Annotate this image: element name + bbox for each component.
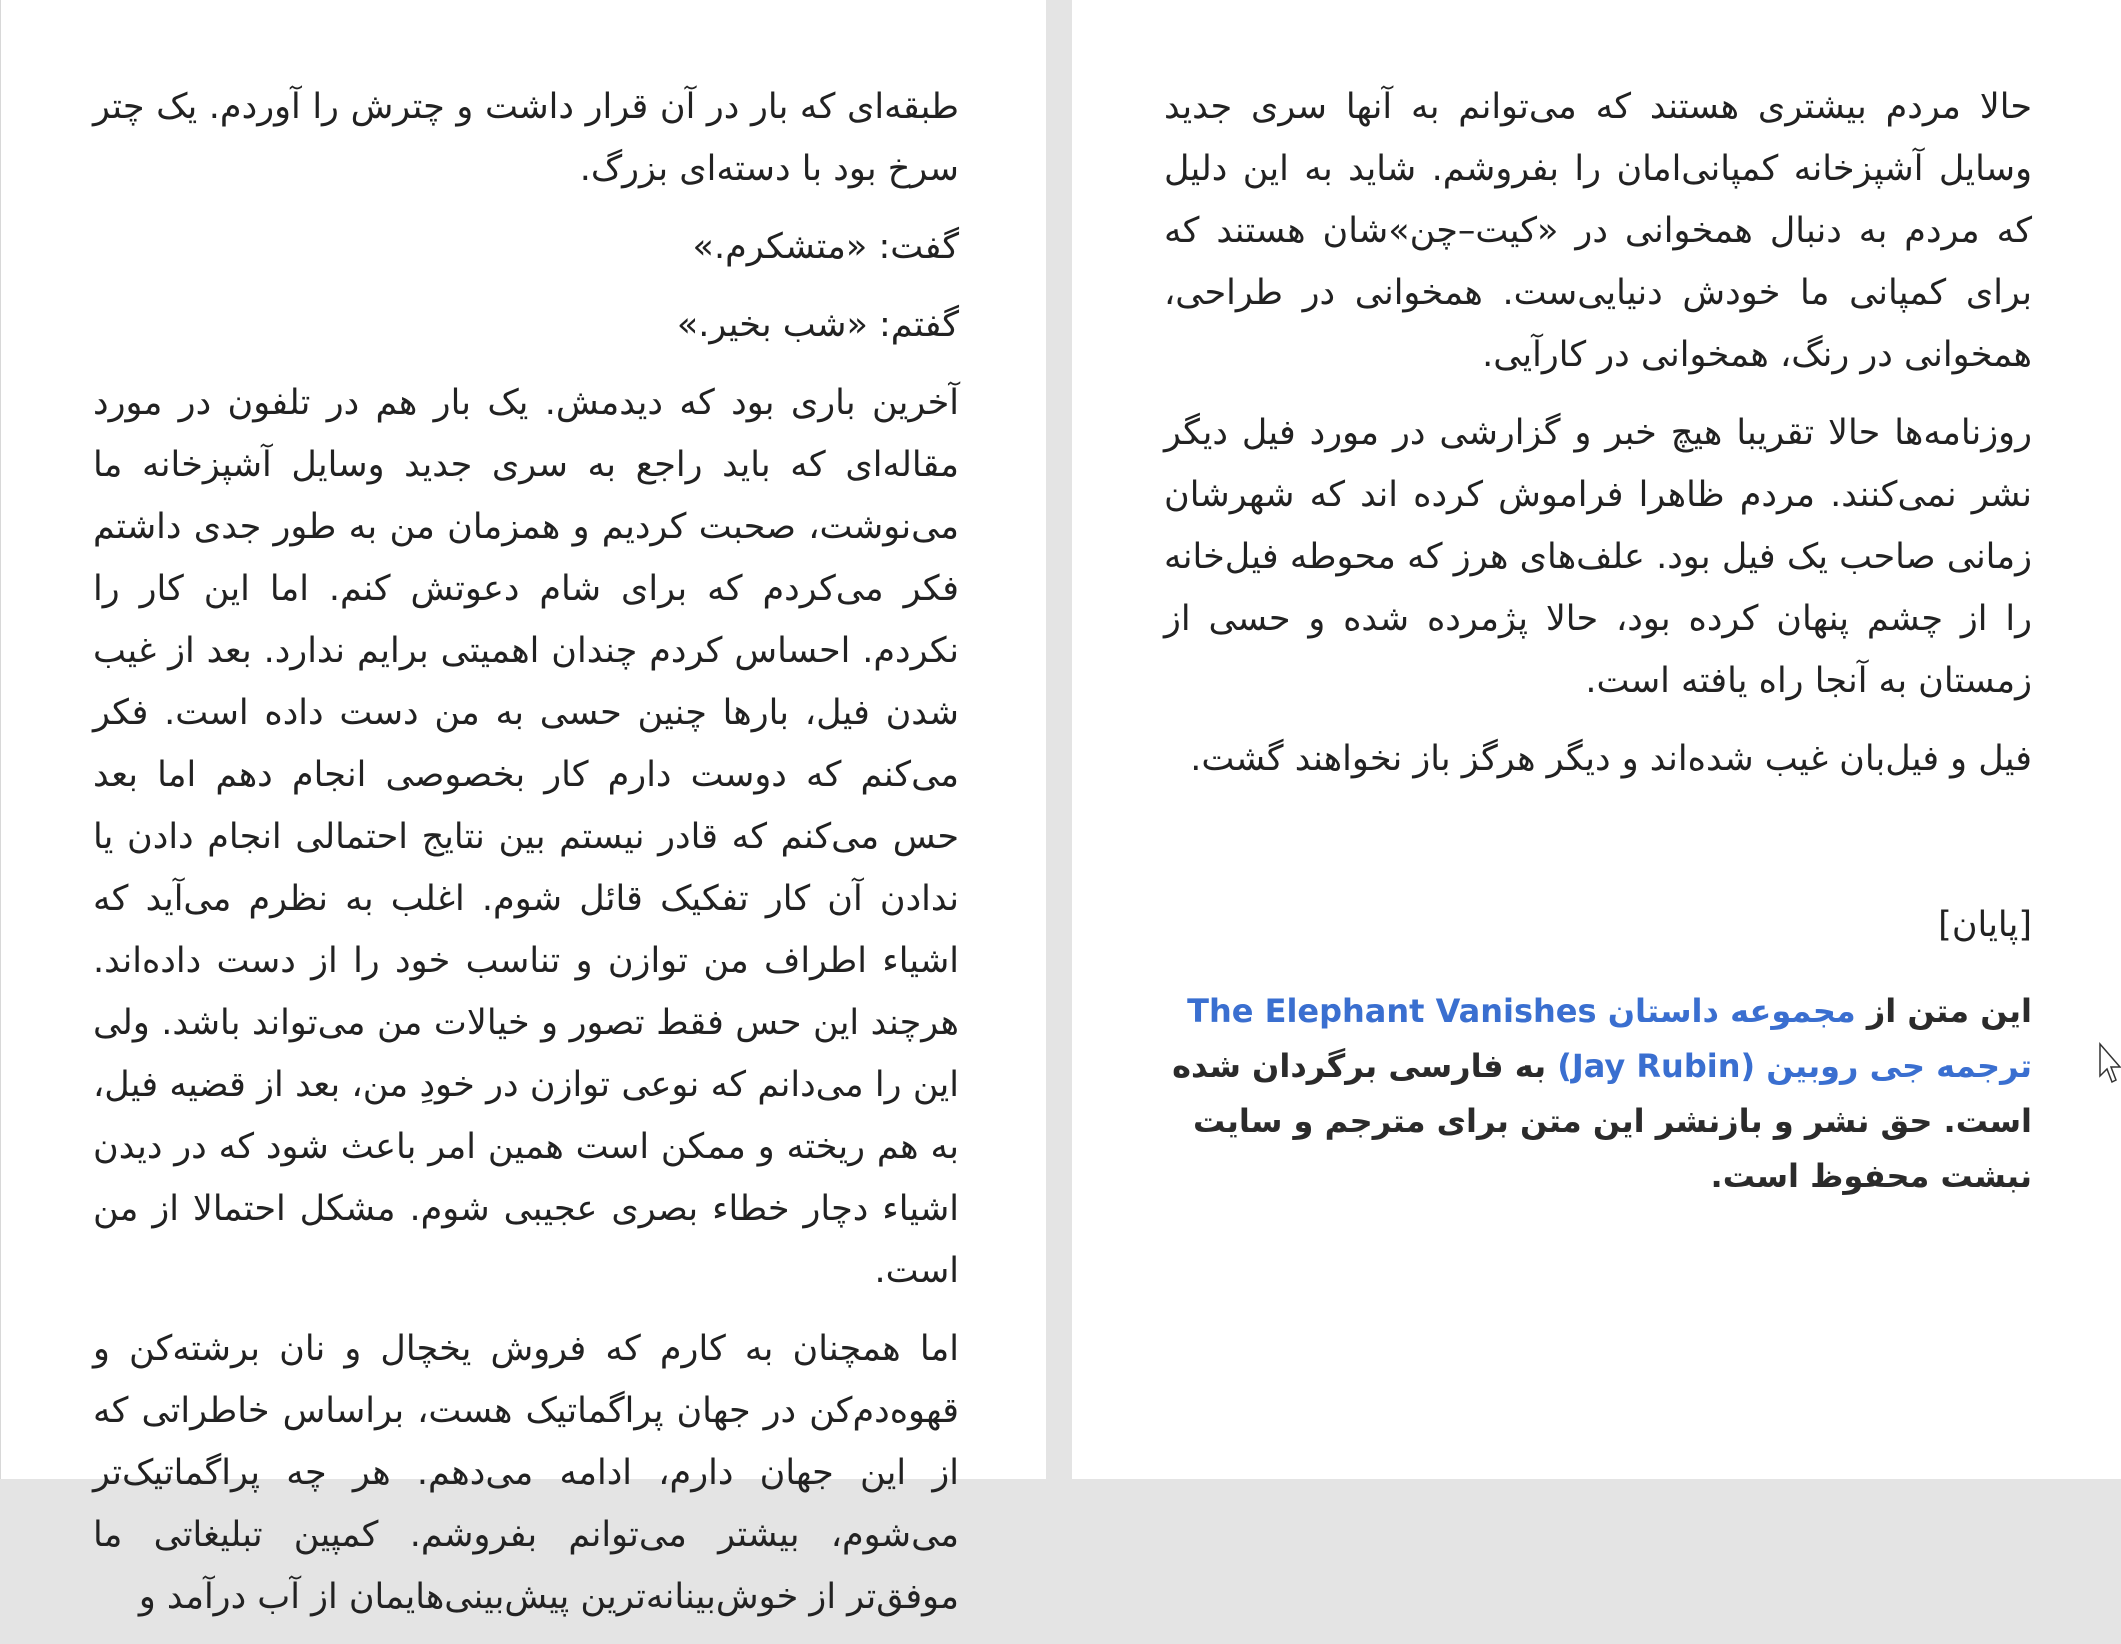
credit-text-end: به فارسی برگردان شده است. حق نشر و بازنشر این متن برای مترجم و سایت نبشت محفوظ است. [1172, 1047, 2032, 1195]
left-page-text [93, 76, 959, 1644]
paragraph: آخرین باری بود که دیدمش. یک بار هم در تلفون در مورد مقاله‌ای که باید راجع به سری جدید وسایل آشپزخانه ما می‌نوشت، صحبت کردیم و همزمان من به طور جدی داشتم فکر می‌کردم که برای شام دعوتش کنم. اما این کار را نکردم. احساس کردم چندان اهمیتی برایم ندارد. بعد از غیب شدن فیل، بارها چنین حسی به من دست داده است. فکر می‌کنم که دوست دارم کار بخصوصی انجام دهم اما بعد حس می‌کنم که قادر نیستم بین نتایج احتمالی انجام دادن یا ندادن آن کار تفکیک قائل شوم. اغلب به نظرم می‌آید که اشیاء اطراف من توازن و تناسب خود را از دست داده‌اند. هرچند این حس فقط تصور و خیالات من می‌تواند باشد. ولی این را می‌دانم که نوعی توازن در خودِ من، بعد از قضیه فیل، به هم ریخته و ممکن است همین امر باعث شود که در دیدن اشیاء دچار خطاء بصری عجیبی شوم. مشکل احتمالا از من است. [93, 383, 959, 1291]
paragraph: حالا مردم بیشتری هستند که می‌توانم به آنها سری جدید وسایل آشپزخانه کمپانی‌امان را بفروشم. شاید به این دلیل که مردم به دنبال همخوانی در «کیت–چن»شان هستند که برای کمپانی ما خودش دنیایی‌ست. همخوانی در طراحی، همخوانی در رنگ، همخوانی در کارآیی. [1164, 87, 2032, 375]
paragraph: روزنامه‌ها حالا تقریبا هیچ خبر و گزارشی در مورد فیل دیگر نشر نمی‌کنند. مردم ظاهرا فراموش کرده اند که شهرشان زمانی صاحب یک فیل بود. علف‌های هرز که محوطه فیل‌خانه را از چشم پنهان کرده بود، حالا پژمرده شده و حسی از زمستان به آنجا راه یافته است. [1164, 413, 2032, 701]
book-link[interactable]: مجموعه داستان The Elephant Vanishes ترجمه جی روبین (Jay Rubin) [1187, 992, 2032, 1085]
paragraph: طبقه‌ای که بار در آن قرار داشت و چترش را آوردم. یک چتر سرخ بود با دسته‌ای بزرگ. [93, 87, 959, 189]
paragraph: فیل و فیل‌بان غیب شده‌اند و دیگر هرگز باز نخواهند گشت. [1190, 739, 2032, 779]
credit-text-start: این متن از [1855, 992, 2032, 1030]
right-page-text [1164, 76, 2032, 1220]
paragraph: گفت: «متشکرم.» [692, 227, 959, 267]
left-page [0, 0, 1046, 1617]
credit-note [1164, 984, 2032, 1204]
right-page [1072, 0, 2121, 1479]
paragraph: گفتم: «شب بخیر.» [676, 305, 959, 345]
paragraph: اما همچنان به کارم که فروش یخچال و نان برشته‌کن و قهوه‌دم‌کن در جهان پراگماتیک هست، براساس خاطراتی که از این جهان دارم، ادامه می‌دهم. هر چه پراگماتیک‌تر می‌شوم، بیشتر می‌توانم بفروشم. کمپین تبلیغاتی ما موفق‌تر از خوش‌بینانه‌ترین پیش‌بینی‌هایمان از آب درآمد و [93, 1329, 959, 1617]
end-mark: [پایان] [1938, 905, 2032, 945]
mouse-cursor-icon [2098, 1042, 2120, 1086]
